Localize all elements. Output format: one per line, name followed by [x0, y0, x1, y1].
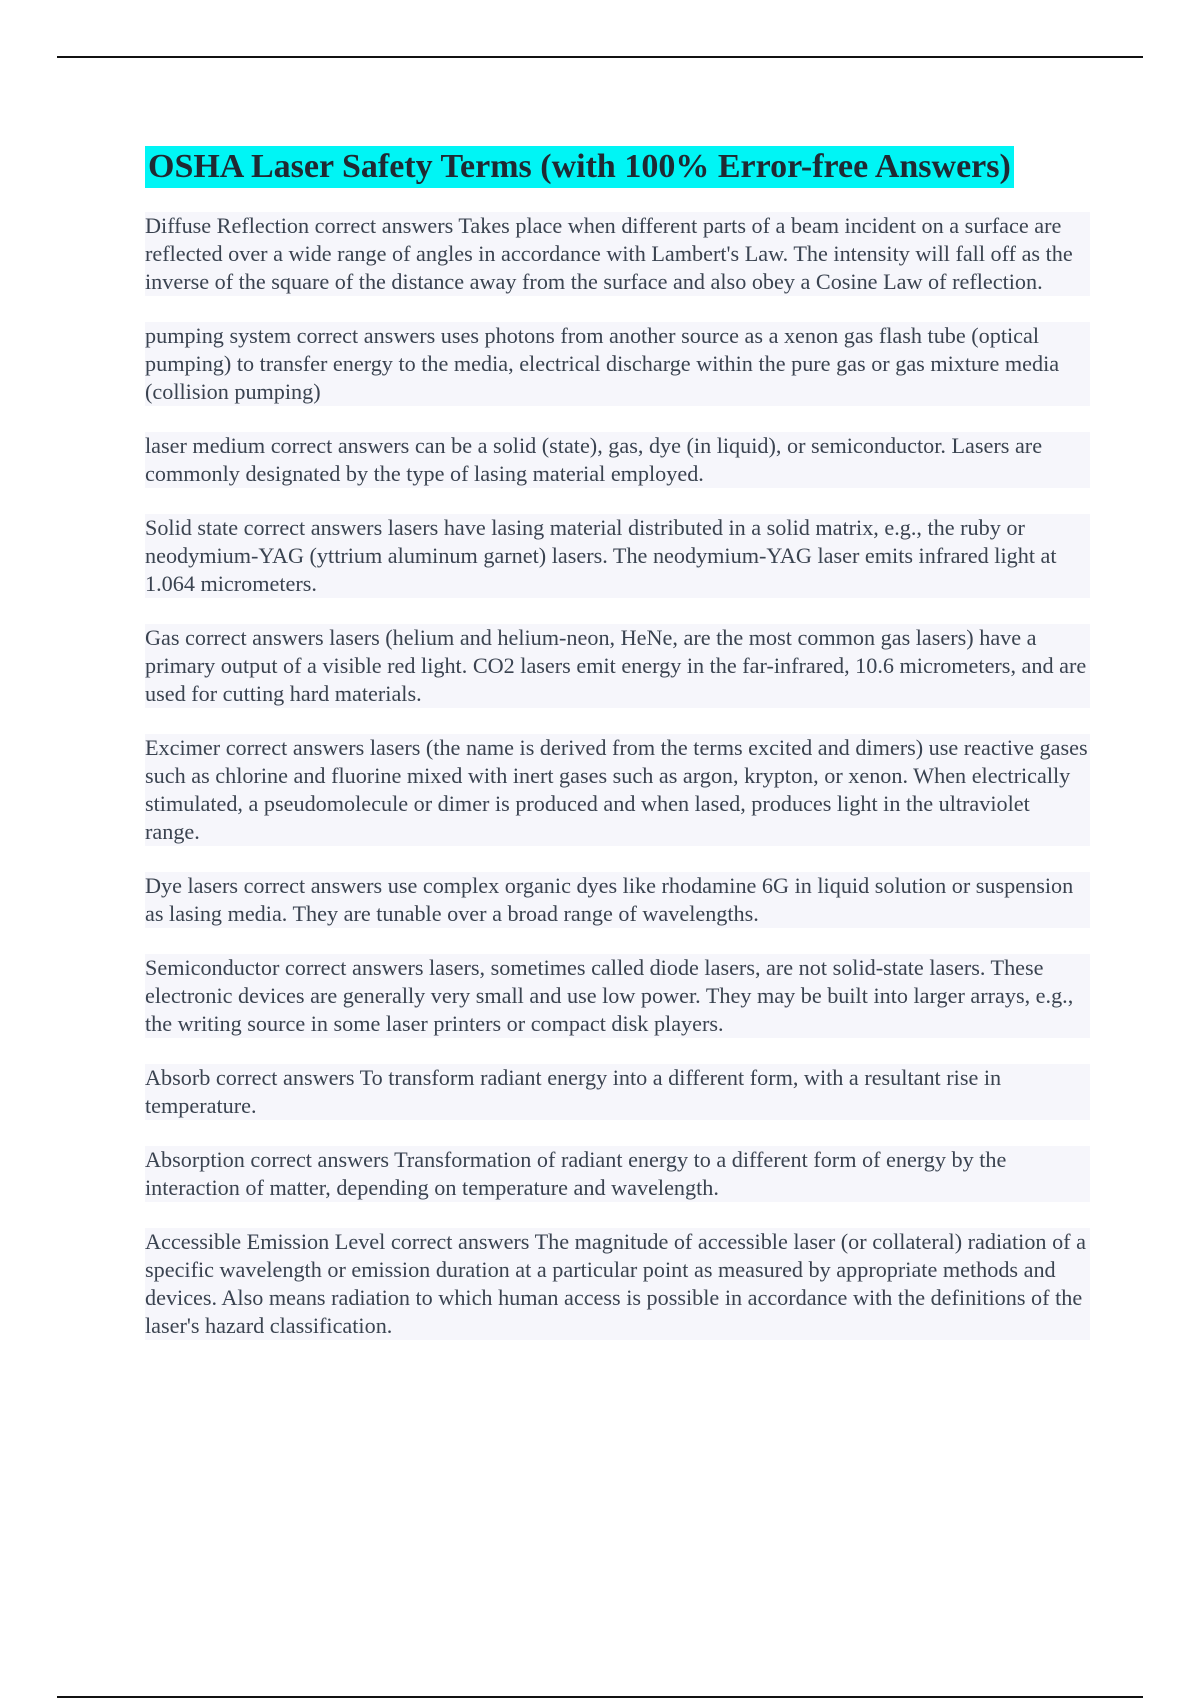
header-rule	[57, 56, 1143, 58]
term-entry: Solid state correct answers lasers have lasing material distributed in a solid matrix, e.g., the ruby or neodymium-YAG (yttrium aluminum garnet) lasers. The neodymium-YAG laser emits infrared light at 1.064 micrometers.	[145, 514, 1090, 598]
term-entry: Diffuse Reflection correct answers Takes place when different parts of a beam incident on a surface are reflected over a wide range of angles in accordance with Lambert's Law. The intensity will fall off as the inverse of the square of the distance away from the surface and also obey a Cosine Law of reflection.	[145, 212, 1090, 296]
term-entry: Absorb correct answers To transform radiant energy into a different form, with a resultant rise in temperature.	[145, 1064, 1090, 1120]
term-entry: Excimer correct answers lasers (the name is derived from the terms excited and dimers) use reactive gases such as chlorine and fluorine mixed with inert gases such as argon, krypton, or xenon. When electrically stimulated, a pseudomolecule or dimer is produced and when lased, produces light in the ultraviolet range.	[145, 734, 1090, 846]
term-entry: Accessible Emission Level correct answers The magnitude of accessible laser (or collateral) radiation of a specific wavelength or emission duration at a particular point as measured by appropriate methods and devices. Also means radiation to which human access is possible in accordance with the definitions of the laser's hazard classification.	[145, 1228, 1090, 1340]
footer-rule	[57, 1696, 1143, 1698]
term-entry: Semiconductor correct answers lasers, sometimes called diode lasers, are not solid-state lasers. These electronic devices are generally very small and use low power. They may be built into larger arrays, e.g., the writing source in some laser printers or compact disk players.	[145, 954, 1090, 1038]
term-list	[145, 212, 1090, 1366]
term-entry: laser medium correct answers can be a solid (state), gas, dye (in liquid), or semiconductor. Lasers are commonly designated by the type of lasing material employed.	[145, 432, 1090, 488]
term-entry: Dye lasers correct answers use complex organic dyes like rhodamine 6G in liquid solution or suspension as lasing media. They are tunable over a broad range of wavelengths.	[145, 872, 1090, 928]
term-entry: pumping system correct answers uses photons from another source as a xenon gas flash tube (optical pumping) to transfer energy to the media, electrical discharge within the pure gas or gas mixture media (collision pumping)	[145, 322, 1090, 406]
term-entry: Absorption correct answers Transformation of radiant energy to a different form of energy by the interaction of matter, depending on temperature and wavelength.	[145, 1146, 1090, 1202]
term-entry: Gas correct answers lasers (helium and helium-neon, HeNe, are the most common gas lasers) have a primary output of a visible red light. CO2 lasers emit energy in the far-infrared, 10.6 micrometers, and are used for cutting hard materials.	[145, 624, 1090, 708]
document-title: OSHA Laser Safety Terms (with 100% Error-free Answers)	[145, 146, 1014, 188]
title-block	[145, 146, 1014, 188]
